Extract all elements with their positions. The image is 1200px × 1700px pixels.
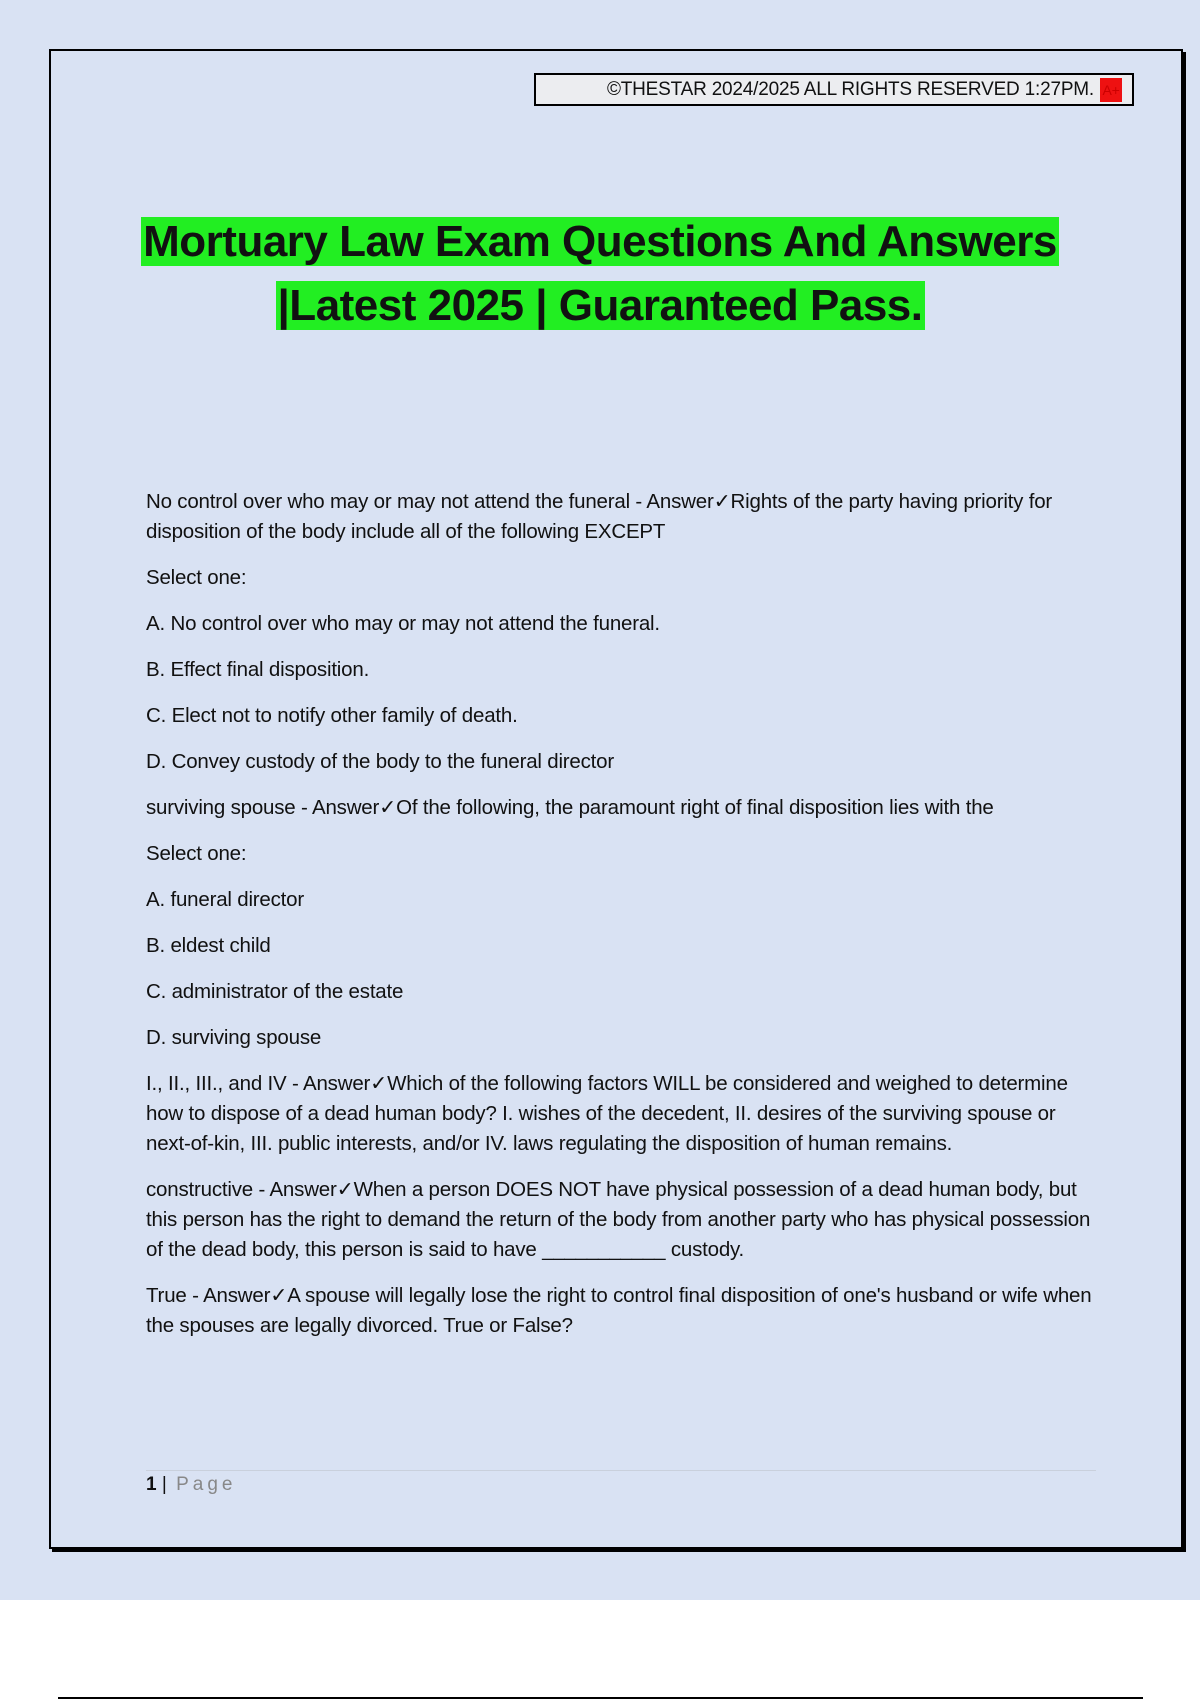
question-2-option-d: D. surviving spouse [146, 1026, 322, 1049]
page-number [146, 1474, 236, 1496]
footer-divider [146, 1470, 1096, 1471]
question-5-text: True - Answer✓A spouse will legally lose the right to control final disposition of one's husband or wife when the spouses are legally divorced. True or False? [146, 1284, 1092, 1337]
grade-badge: A+ [1100, 78, 1122, 102]
question-1-option-a: A. No control over who may or may not attend the funeral. [146, 612, 660, 635]
question-1-select: Select one: [146, 566, 247, 589]
question-1-option-d: D. Convey custody of the body to the funeral director [146, 750, 614, 773]
title-line-1: Mortuary Law Exam Questions And Answers [143, 217, 1057, 266]
copyright-header [534, 73, 1134, 106]
question-2-option-c: C. administrator of the estate [146, 980, 404, 1003]
page-label: Page [176, 1474, 237, 1495]
bottom-rule [58, 1697, 1143, 1699]
question-1-option-c: C. Elect not to notify other family of death. [146, 704, 518, 727]
page-number-value: 1 [146, 1474, 157, 1495]
question-2-select: Select one: [146, 842, 247, 865]
question-1-text: No control over who may or may not attend the funeral - Answer✓Rights of the party having priority for disposition of the body include all of the following EXCEPT [146, 490, 1053, 543]
title-line-2: |Latest 2025 | Guaranteed Pass. [277, 281, 923, 330]
question-3-text: I., II., III., and IV - Answer✓Which of the following factors WILL be considered and weighed to determine how to dispose of a dead human body? I. wishes of the decedent, II. desires of the surviving spouse or next-of-kin, III. public interests, and/or IV. laws regulating the disposition of human remains. [146, 1072, 1068, 1155]
copyright-text: ©THESTAR 2024/2025 ALL RIGHTS RESERVED 1:27PM. [606, 78, 1094, 100]
question-list [146, 487, 1096, 1357]
question-2-text: surviving spouse - Answer✓Of the following, the paramount right of final disposition lies with the [146, 796, 994, 819]
question-2-option-b: B. eldest child [146, 934, 271, 957]
page-number-separator: | [161, 1474, 167, 1495]
question-1-option-b: B. Effect final disposition. [146, 658, 370, 681]
question-4-text: constructive - Answer✓When a person DOES NOT have physical possession of a dead human body, but this person has the right to demand the return of the body from another party who has physical possession of the dead body, this person is said to have ___________ custody. [146, 1178, 1091, 1261]
question-2-option-a: A. funeral director [146, 888, 304, 911]
document-title [100, 210, 1100, 338]
